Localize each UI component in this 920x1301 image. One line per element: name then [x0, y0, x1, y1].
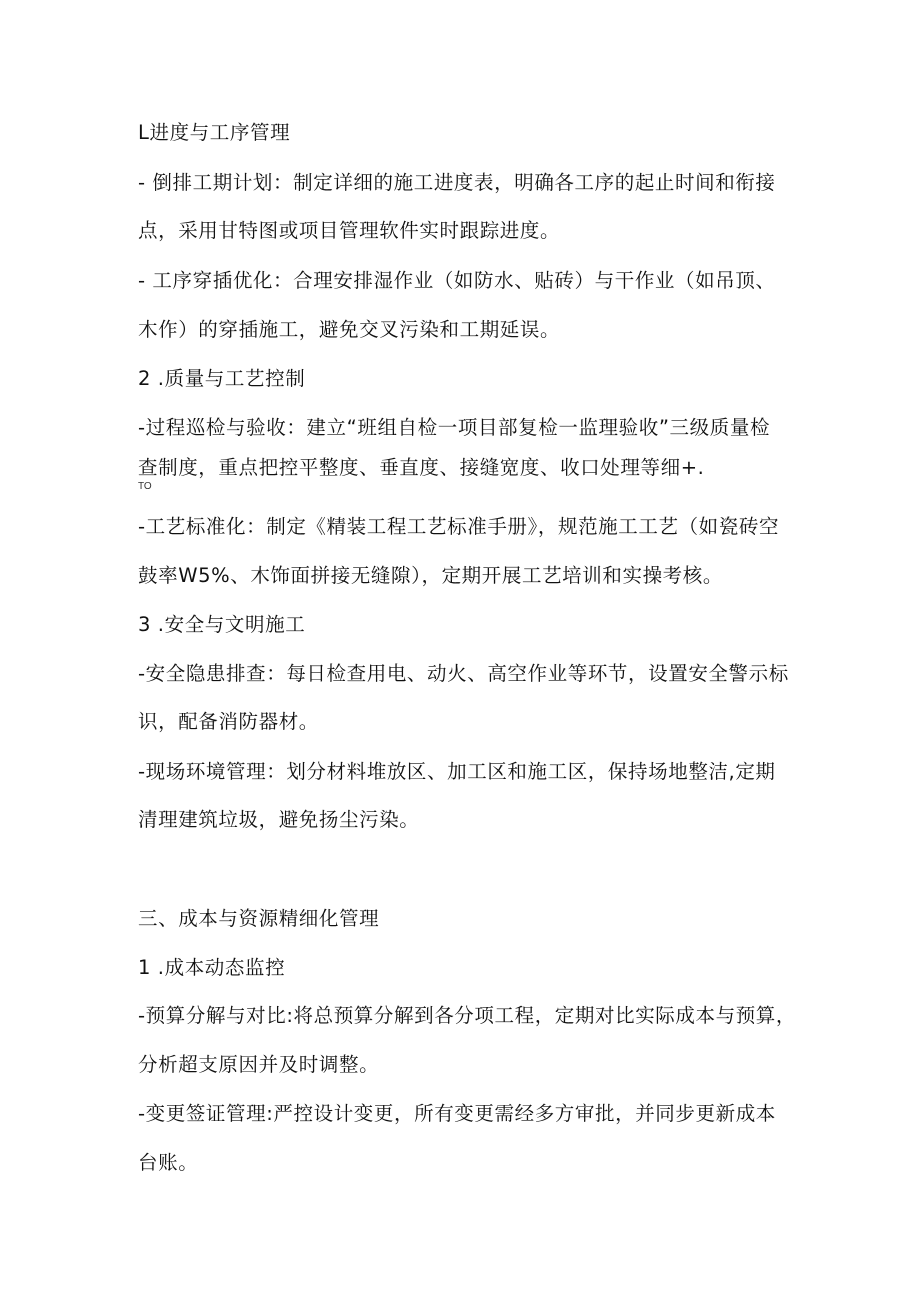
paragraph-line: 点，采用甘特图或项目管理软件实时跟踪进度。	[138, 219, 561, 242]
stray-artifact-text: TO	[138, 481, 152, 492]
heading-safety-construction: 3 .安全与文明施工	[138, 613, 306, 636]
heading-quality-control: 2 .质量与工艺控制	[138, 367, 306, 390]
paragraph-line: -工艺标准化：制定《精装工程工艺标准手册》，规范施工工艺（如瓷砖空	[138, 515, 780, 538]
paragraph-line: 木作）的穿插施工，避免交叉污染和工期延误。	[138, 318, 561, 341]
paragraph-line: 清理建筑垃圾，避免扬尘污染。	[138, 808, 420, 831]
paragraph-line: - 工序穿插优化：合理安排湿作业（如防水、贴砖）与干作业（如吊顶、	[138, 269, 776, 292]
section-heading-cost-resources: 三、成本与资源精细化管理	[138, 907, 380, 930]
paragraph-line: 台账。	[138, 1151, 199, 1174]
paragraph-line: 查制度，重点把控平整度、垂直度、接缝宽度、收口处理等细+.	[138, 456, 705, 479]
heading-cost-monitoring: 1 .成本动态监控	[138, 956, 286, 979]
heading-schedule-process: L进度与工序管理	[138, 121, 291, 144]
paragraph-line: 分析超支原因并及时调整。	[138, 1053, 380, 1076]
paragraph-line: 识，配备消防器材。	[138, 710, 319, 733]
paragraph-line: -现场环境管理：划分材料堆放区、加工区和施工区，保持场地整洁,定期	[138, 760, 776, 783]
paragraph-line: -变更签证管理:严控设计变更，所有变更需经多方审批，并同步更新成本	[138, 1102, 776, 1125]
paragraph-line: -预算分解与对比:将总预算分解到各分项工程，定期对比实际成本与预算，	[138, 1004, 797, 1027]
paragraph-line: -安全隐患排查：每日检查用电、动火、高空作业等环节，设置安全警示标	[138, 662, 789, 685]
paragraph-line: 鼓率W5%、木饰面拼接无缝隙），定期开展工艺培训和实操考核。	[138, 564, 723, 587]
paragraph-line: -过程巡检与验收：建立“班组自检一项目部复检一监理验收”三级质量检	[138, 416, 771, 439]
paragraph-line: - 倒排工期计划：制定详细的施工进度表，明确各工序的起止时间和衔接	[138, 171, 776, 194]
